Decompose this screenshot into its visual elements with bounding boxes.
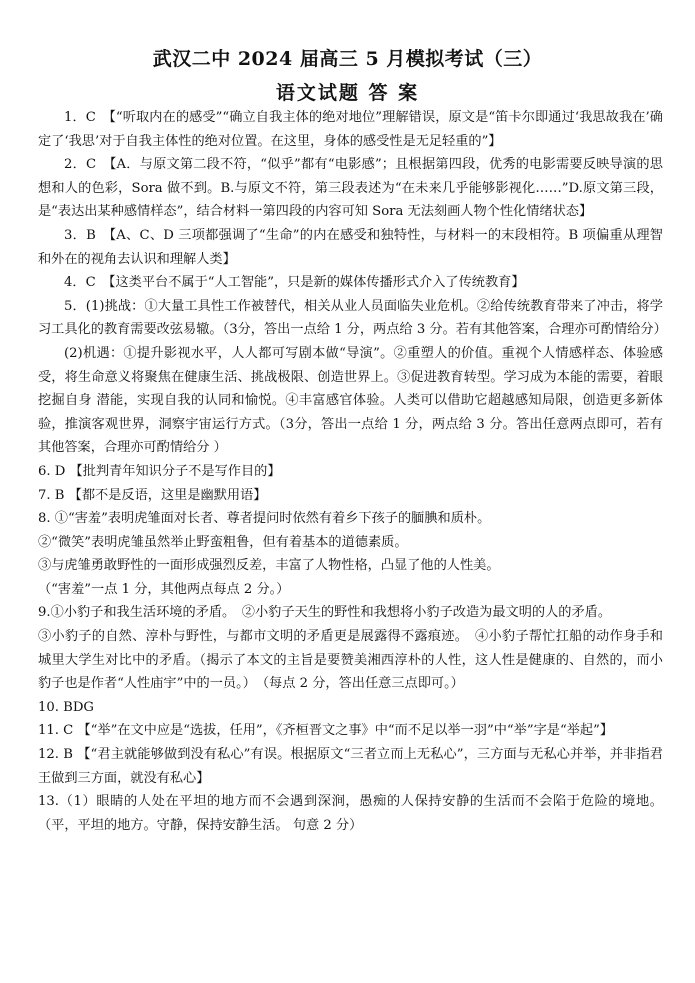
answers-body — [38, 106, 667, 837]
answer-4: 4．C 【这类平台不属于“人工智能”，只是新的媒体传播形式介入了传统教育】 — [64, 275, 525, 291]
answer-8-point-3: ③与虎雏勇敢野性的一面形成强烈反差，丰富了人物性格，凸显了他的人性美。 — [38, 558, 500, 574]
answer-9-part-1: 9.①小豹子和我生活环境的矛盾。 ②小豹子天生的野性和我想将小豹子改造为最文明的人的矛盾。 — [38, 605, 612, 621]
answer-2: 2．C 【A．与原文第二段不符，“似乎”都有“电影感”；且根据第四段，优秀的电影需要反映导演的思想和人的色彩，Sora 做不到。B.与原文不符，第三段表述为“在未来几乎能够影视化……”D.原文第三段，是“表达出某种感情样态”，结合材料一第四段的内容可知 Sora 无法刻画人物个性化情绪状态】 — [38, 157, 663, 220]
answer-3: 3．B 【A、C、D 三项都强调了“生命”的内在感受和独特性，与材料一的末段相符。B 项偏重从理智和外在的视角去认识和理解人类】 — [38, 227, 663, 267]
answer-11: 11. C 【“举”在文中应是“选拔，任用”，《齐桓晋文之事》中“而不足以举一羽”中“举”字是“举起”】 — [38, 723, 614, 739]
answer-10: 10. BDG — [38, 699, 94, 715]
answer-7: 7. B 【都不是反语，这里是幽默用语】 — [38, 487, 267, 503]
answer-1: 1．C 【“听取内在的感受”“确立自我主体的绝对地位”理解错误，原文是“笛卡尔即通过‘我思故我在’确定了‘我思’对于自我主体性的绝对位置。在这里，身体的感受性是无足轻重的”】 — [38, 110, 663, 149]
answer-5-challenge: 5．(1)挑战：①大量工具性工作被替代，相关从业人员面临失业危机。②给传统教育带来了冲击，将学习工具化的教育需要改弦易辙。（3分，答出一点给 1 分，两点给 3 分。若有其他答案，合理亦可酌情给分） — [38, 298, 667, 338]
answer-6: 6. D 【批判青年知识分子不是写作目的】 — [38, 463, 281, 479]
answer-12: 12. B 【“君主就能够做到没有私心”有误。根据原文“三者立而上无私心”，三方面与无私心并举，并非指君王做到三方面，就没有私心】 — [38, 747, 663, 786]
answer-8-point-1: 8. ①“害羞”表明虎雏面对长者、尊者提问时依然有着乡下孩子的腼腆和质朴。 — [38, 511, 491, 527]
answer-13: 13.（1）眼睛的人处在平坦的地方而不会遇到深涧，愚痴的人保持安静的生活而不会陷于危险的境地。（平，平坦的地方。守静，保持安静生活。 句意 2 分） — [38, 794, 663, 833]
page-subtitle: 语文试题 答 案 — [275, 82, 420, 104]
answer-9-part-2: ③小豹子的自然、淳朴与野性，与都市文明的矛盾更是展露得不露痕迹。 ④小豹子帮忙扛船的动作身手和城里大学生对比中的矛盾。（揭示了本文的主旨是要赞美湘西淳朴的人性，这人性是健康的、自然的，而小豹子也是作者“人性庙宇”中的一员。） （每点 2 分，答出任意三点即可。） — [38, 629, 663, 692]
page-title: 武汉二中 2024 届高三 5 月模拟考试（三） — [152, 48, 543, 70]
answer-8-scoring: （“害羞”一点 1 分，其他两点每点 2 分。） — [38, 581, 290, 597]
answer-5-opportunity: (2)机遇：①提升影视水平，人人都可写剧本做“导演”。②重塑人的价值。重视个人情感样态、体验感受，将生命意义将聚焦在健康生活、挑战极限、创造世界上。③促进教育转型。学习成为本能的需要，着眼挖掘自身 潜能，实现自我的认同和愉悦。④丰富感官体验。人类可以借助它超越感知局限，创造更多新体验，推演客观世界，洞察宇宙运行方式。（3分，答出一点给 1 分，两点给 3 分。答出任意两点即可，若有其他答案，合理亦可酌情给分 ） — [38, 345, 663, 456]
answer-8-point-2: ②“微笑”表明虎雏虽然举止野蛮粗鲁，但有着基本的道德素质。 — [38, 534, 408, 550]
